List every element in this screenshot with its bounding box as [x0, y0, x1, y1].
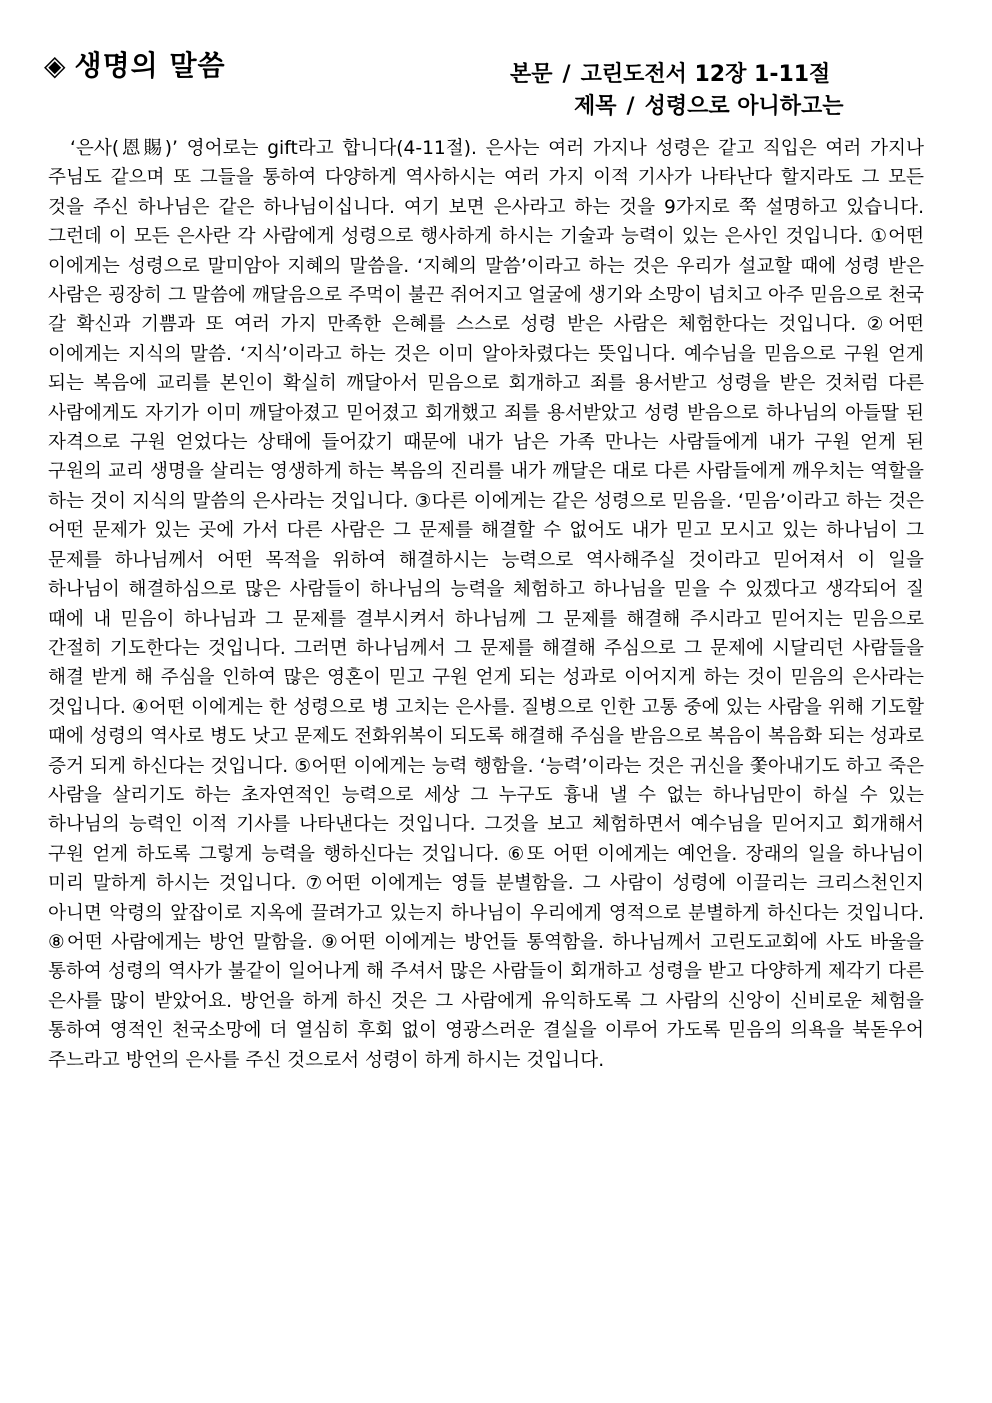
sermon-paragraph: ‘은사(恩賜)’ 영어로는 gift라고 합니다(4-11절). 은사는 여러 가지나 성령은 같고 직입은 여러 가지나 주님도 같으며 또 그들을 통하여 다양하게 역사하시는 여러 가지 이적 기사가 나타난다 할지라도 그 모든 것을 주신 하나님은 같은 하나님이십니다. 여기 보면 은사라고 하는 것을 9가지로 쭉 설명하고 있습니다. 그런데 이 모든 은사란 각 사람에게 성령으로 행사하게 하시는 기술과 능력이 있는 은사인 것입니다. ①어떤 이에게는 성령으로 말미암아 지혜의 말씀을. ‘지혜의 말씀’이라고 하는 것은 우리가 설교할 때에 성령 받은 사람은 굉장히 그 말씀에 깨달음으로 주먹이 불끈 쥐어지고 얼굴에 생기와 소망이 넘치고 아주 믿음으로 천국 갈 확신과 기쁨과 또 여러 가지 만족한 은혜를 스스로 성령 받은 사람은 체험한다는 것입니다. ②어떤 이에게는 지식의 말씀. ‘지식’이라고 하는 것은 이미 알아차렸다는 뜻입니다. 예수님을 믿음으로 구원 얻게 되는 복음에 교리를 본인이 확실히 깨달아서 믿음으로 회개하고 죄를 용서받고 성령을 받은 것처럼 다른 사람에게도 자기가 이미 깨달아졌고 믿어졌고 회개했고 죄를 용서받았고 성령 받음으로 하나님의 아들딸 된 자격으로 구원 얻었다는 상태에 들어갔기 때문에 내가 남은 가족 만나는 사람들에게 내가 구원 얻게 된 구원의 교리 생명을 살리는 영생하게 하는 복음의 진리를 내가 깨달은 대로 다른 사람들에게 깨우치는 역할을 하는 것이 지식의 말씀의 은사라는 것입니다. ③다른 이에게는 같은 성령으로 믿음을. ‘믿음’이라고 하는 것은 어떤 문제가 있는 곳에 가서 다른 사람은 그 문제를 해결할 수 없어도 내가 믿고 모시고 있는 하나님이 그 문제를 하나님께서 어떤 목적을 위하여 해결하시는 능력으로 역사해주실 것이라고 믿어져서 이 일을 하나님이 해결하심으로 많은 사람들이 하나님의 능력을 체험하고 하나님을 믿을 수 있겠다고 생각되어 질 때에 내 믿음이 하나님과 그 문제를 결부시켜서 하나님께 그 문제를 해결해 주시라고 믿어지는 믿음으로 간절히 기도한다는 것입니다. 그러면 하나님께서 그 문제를 해결해 주심으로 그 문제에 시달리던 사람들을 해결 받게 해 주심을 인하여 많은 영혼이 믿고 구원 얻게 되는 성과로 이어지게 하는 것이 믿음의 은사라는 것입니다. ④어떤 이에게는 한 성령으로 병 고치는 은사를. 질병으로 인한 고통 중에 있는 사람을 위해 기도할 때에 성령의 역사로 병도 낫고 문제도 전화위복이 되도록 해결해 주심을 받음으로 복음이 복음화 되는 성과로 증거 되게 하신다는 것입니다. ⑤어떤 이에게는 능력 행함을. ‘능력’이라는 것은 귀신을 쫓아내기도 하고 죽은 사람을 살리기도 하는 초자연적인 능력으로 세상 그 누구도 흉내 낼 수 없는 하나님만이 하실 수 있는 하나님의 능력인 이적 기사를 나타낸다는 것입니다. 그것을 보고 체험하면서 예수님을 믿어지고 회개해서 구원 얻게 하도록 그렇게 능력을 행하신다는 것입니다. ⑥또 어떤 이에게는 예언을. 장래의 일을 하나님이 미리 말하게 하시는 것입니다. ⑦어떤 이에게는 영들 분별함을. 그 사람이 성령에 이끌리는 크리스천인지 아니면 악령의 앞잡이로 지옥에 끌려가고 있는지 하나님이 우리에게 영적으로 분별하게 하신다는 것입니다. ⑧어떤 사람에게는 방언 말함을. ⑨어떤 이에게는 방언들 통역함을. 하나님께서 고린도교회에 사도 바울을 통하여 성령의 역사가 불같이 일어나게 해 주셔서 많은 사람들이 회개하고 성령을 받고 다양하게 제각기 다른 은사를 많이 받았어요. 방언을 하게 하신 것은 그 사람에게 유익하도록 그 사람의 신앙이 신비로운 체험을 통하여 영적인 천국소망에 더 열심히 후회 없이 영광스러운 결실을 이루어 가도록 믿음의 의욕을 북돋우어 주느라고 방언의 은사를 주신 것으로서 성령이 하게 하시는 것입니다. [48, 138, 924, 1071]
section-title: 생명의 말씀 [74, 49, 226, 82]
sermon-title [574, 92, 844, 122]
scripture-reference [510, 60, 830, 90]
section-heading [44, 48, 226, 84]
title-text: 성령으로 아니하고는 [644, 94, 844, 119]
reference-separator: / [562, 62, 571, 87]
title-separator: / [626, 94, 635, 119]
sermon-body [48, 134, 924, 1075]
reference-text: 고린도전서 12장 1-11절 [580, 62, 831, 87]
title-label: 제목 [574, 94, 617, 119]
diamond-bullet-icon: ◈ [44, 49, 67, 82]
reference-label: 본문 [510, 62, 553, 87]
